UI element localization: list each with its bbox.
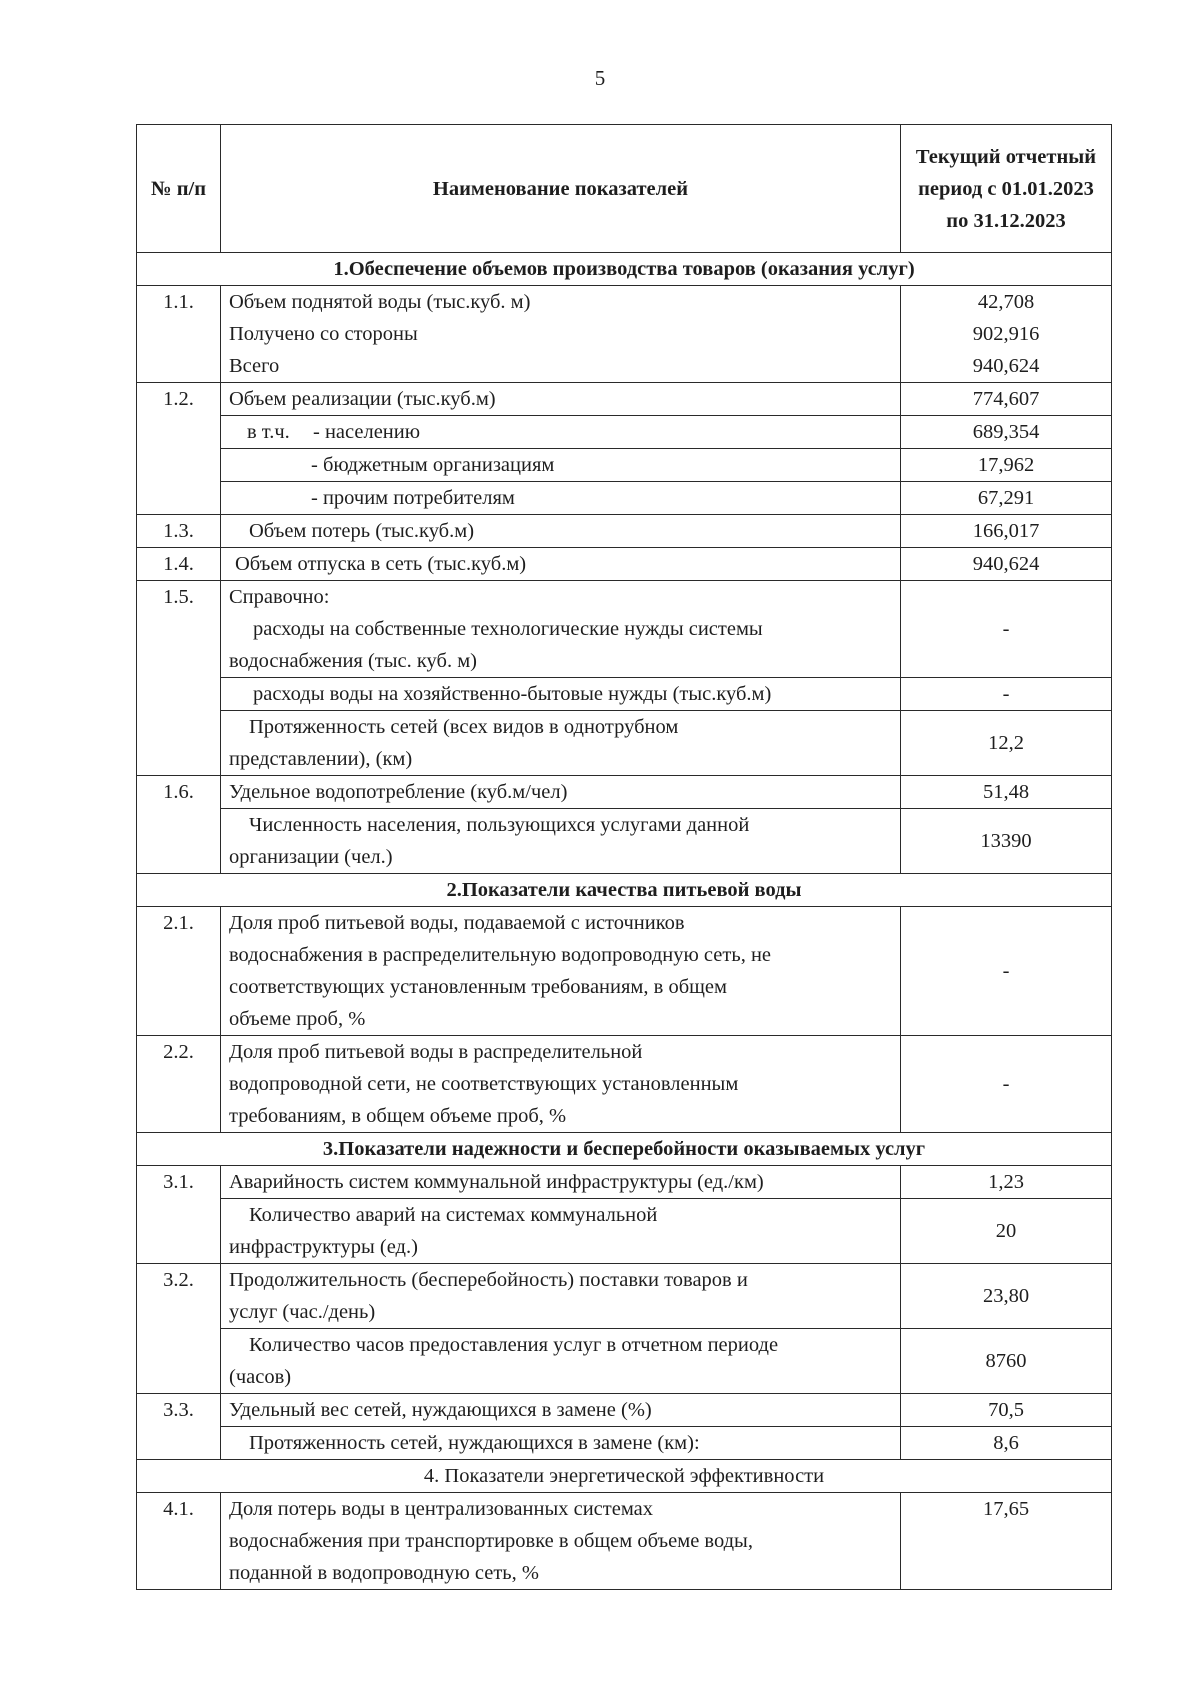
row-label-title: Справочно: bbox=[229, 586, 330, 608]
table-row bbox=[137, 1166, 1112, 1199]
row-num: 1.5. bbox=[137, 581, 221, 678]
row-label-line: требованиям, в общем объеме проб, % bbox=[229, 1105, 567, 1127]
header-value: Текущий отчетный период с 01.01.2023 по 31.12.2023 bbox=[901, 125, 1112, 253]
row-label-line: (часов) bbox=[229, 1366, 292, 1388]
row-value-line: 940,624 bbox=[972, 355, 1040, 377]
row-num: 1.1. bbox=[137, 286, 221, 383]
row-num: 1.2. bbox=[137, 383, 221, 416]
row-value: 17,962 bbox=[901, 449, 1112, 482]
row-num: 3.2. bbox=[137, 1264, 221, 1329]
row-value: 166,017 bbox=[901, 515, 1112, 548]
table-row bbox=[137, 1036, 1112, 1133]
table-row bbox=[137, 581, 1112, 678]
table-row bbox=[137, 809, 1112, 874]
row-label-line: Доля проб питьевой воды, подаваемой с источников bbox=[229, 912, 685, 934]
row-value: 70,5 bbox=[901, 1394, 1112, 1427]
row-label-line: Доля потерь воды в централизованных системах bbox=[229, 1498, 654, 1520]
table-row bbox=[137, 449, 1112, 482]
table-row bbox=[137, 416, 1112, 449]
row-label-line: Количество часов предоставления услуг в отчетном периоде bbox=[249, 1334, 779, 1356]
row-value: 8,6 bbox=[901, 1427, 1112, 1460]
row-num-empty bbox=[137, 449, 221, 482]
row-value: 67,291 bbox=[901, 482, 1112, 515]
row-label: Объем потерь (тыс.куб.м) bbox=[221, 515, 901, 548]
table-header-row bbox=[137, 125, 1112, 253]
row-value bbox=[901, 286, 1112, 383]
row-prefix: в т.ч. bbox=[247, 421, 290, 443]
row-num: 1.6. bbox=[137, 776, 221, 809]
section-2-title: 2.Показатели качества питьевой воды bbox=[137, 874, 1112, 907]
row-label-line: объеме проб, % bbox=[229, 1008, 366, 1030]
row-value: 8760 bbox=[901, 1329, 1112, 1394]
row-label-line: Протяженность сетей (всех видов в однотрубном bbox=[249, 716, 679, 738]
row-label bbox=[221, 711, 901, 776]
row-value: 774,607 bbox=[901, 383, 1112, 416]
row-label bbox=[221, 809, 901, 874]
row-label-line: Объем поднятой воды (тыс.куб. м) bbox=[229, 291, 531, 313]
table-row bbox=[137, 515, 1112, 548]
row-value: 12,2 bbox=[901, 711, 1112, 776]
row-label bbox=[221, 416, 901, 449]
row-label bbox=[221, 1199, 901, 1264]
row-label-line: Доля проб питьевой воды в распределительной bbox=[229, 1041, 643, 1063]
row-value: 51,48 bbox=[901, 776, 1112, 809]
row-label bbox=[221, 1329, 901, 1394]
row-num: 2.2. bbox=[137, 1036, 221, 1133]
row-label bbox=[221, 1264, 901, 1329]
row-label-line: соответствующих установленным требованиям, в общем bbox=[229, 976, 727, 998]
row-label bbox=[221, 286, 901, 383]
row-label-line: Количество аварий на системах коммунальной bbox=[249, 1204, 658, 1226]
page-number: 5 bbox=[594, 66, 606, 90]
row-value-line: 902,916 bbox=[972, 323, 1040, 345]
header-name: Наименование показателей bbox=[221, 125, 901, 253]
table-row bbox=[137, 1264, 1112, 1329]
table-row bbox=[137, 482, 1112, 515]
row-label-line: расходы на собственные технологические нужды системы bbox=[253, 618, 763, 640]
row-num: 3.3. bbox=[137, 1394, 221, 1427]
row-label-text: - населению bbox=[313, 421, 421, 443]
row-value: 23,80 bbox=[901, 1264, 1112, 1329]
table-row bbox=[137, 1199, 1112, 1264]
row-num-empty bbox=[137, 1199, 221, 1264]
section-4-title: 4. Показатели энергетической эффективности bbox=[137, 1460, 1112, 1493]
row-value: - bbox=[901, 1036, 1112, 1133]
row-label-line: водоснабжения при транспортировке в общем объеме воды, bbox=[229, 1530, 753, 1552]
table-row bbox=[137, 678, 1112, 711]
row-label-line: услуг (час./день) bbox=[229, 1301, 376, 1323]
row-label-line: организации (чел.) bbox=[229, 846, 393, 868]
section-2-row bbox=[137, 874, 1112, 907]
row-label-line: водоснабжения в распределительную водопроводную сеть, не bbox=[229, 944, 772, 966]
row-value: 1,23 bbox=[901, 1166, 1112, 1199]
row-label: Объем реализации (тыс.куб.м) bbox=[221, 383, 901, 416]
row-num: 3.1. bbox=[137, 1166, 221, 1199]
row-num: 1.4. bbox=[137, 548, 221, 581]
row-num: 4.1. bbox=[137, 1493, 221, 1590]
row-num: 2.1. bbox=[137, 907, 221, 1036]
row-value: 17,65 bbox=[901, 1493, 1112, 1590]
row-label: Удельное водопотребление (куб.м/чел) bbox=[221, 776, 901, 809]
table-row bbox=[137, 286, 1112, 383]
section-1-row bbox=[137, 253, 1112, 286]
row-num-empty bbox=[137, 416, 221, 449]
table-row bbox=[137, 776, 1112, 809]
row-value-line: 42,708 bbox=[977, 291, 1035, 313]
table-row bbox=[137, 711, 1112, 776]
row-label-line: Продолжительность (бесперебойность) поставки товаров и bbox=[229, 1269, 748, 1291]
row-label bbox=[221, 581, 901, 678]
section-3-title: 3.Показатели надежности и бесперебойности оказываемых услуг bbox=[137, 1133, 1112, 1166]
row-label: Аварийность систем коммунальной инфраструктуры (ед./км) bbox=[221, 1166, 901, 1199]
table-row bbox=[137, 1427, 1112, 1460]
table-row bbox=[137, 907, 1112, 1036]
row-num-empty bbox=[137, 809, 221, 874]
row-label-line: водоснабжения (тыс. куб. м) bbox=[229, 650, 478, 672]
row-label: - бюджетным организациям bbox=[221, 449, 901, 482]
row-value: - bbox=[901, 581, 1112, 678]
row-num-empty bbox=[137, 482, 221, 515]
row-label: - прочим потребителям bbox=[221, 482, 901, 515]
section-1-title: 1.Обеспечение объемов производства товаров (оказания услуг) bbox=[137, 253, 1112, 286]
row-num-empty bbox=[137, 711, 221, 776]
report-table bbox=[136, 124, 1112, 1590]
row-label-line: водопроводной сети, не соответствующих установленным bbox=[229, 1073, 739, 1095]
table-row bbox=[137, 383, 1112, 416]
row-value: 13390 bbox=[901, 809, 1112, 874]
row-label: Протяженность сетей, нуждающихся в замене (км): bbox=[221, 1427, 901, 1460]
section-3-row bbox=[137, 1133, 1112, 1166]
row-value: - bbox=[901, 907, 1112, 1036]
row-num-empty bbox=[137, 1329, 221, 1394]
row-value: - bbox=[901, 678, 1112, 711]
table-row bbox=[137, 1394, 1112, 1427]
row-label-line: Получено со стороны bbox=[229, 323, 418, 345]
row-label-line: поданной в водопроводную сеть, % bbox=[229, 1562, 539, 1584]
row-label bbox=[221, 1493, 901, 1590]
row-num-empty bbox=[137, 1427, 221, 1460]
section-4-row bbox=[137, 1460, 1112, 1493]
row-label-line: инфраструктуры (ед.) bbox=[229, 1236, 418, 1258]
row-value: 689,354 bbox=[901, 416, 1112, 449]
row-label: Удельный вес сетей, нуждающихся в замене (%) bbox=[221, 1394, 901, 1427]
row-label bbox=[221, 1036, 901, 1133]
row-label-line: Всего bbox=[229, 355, 280, 377]
row-label: Объем отпуска в сеть (тыс.куб.м) bbox=[221, 548, 901, 581]
table-row bbox=[137, 1493, 1112, 1590]
row-num-empty bbox=[137, 678, 221, 711]
row-num: 1.3. bbox=[137, 515, 221, 548]
row-label-line: Численность населения, пользующихся услугами данной bbox=[249, 814, 750, 836]
row-value: 20 bbox=[901, 1199, 1112, 1264]
row-label: расходы воды на хозяйственно-бытовые нужды (тыс.куб.м) bbox=[221, 678, 901, 711]
table-row bbox=[137, 1329, 1112, 1394]
row-label bbox=[221, 907, 901, 1036]
table-row bbox=[137, 548, 1112, 581]
header-num: № п/п bbox=[137, 125, 221, 253]
row-label-line: представлении), (км) bbox=[229, 748, 413, 770]
row-value: 940,624 bbox=[901, 548, 1112, 581]
